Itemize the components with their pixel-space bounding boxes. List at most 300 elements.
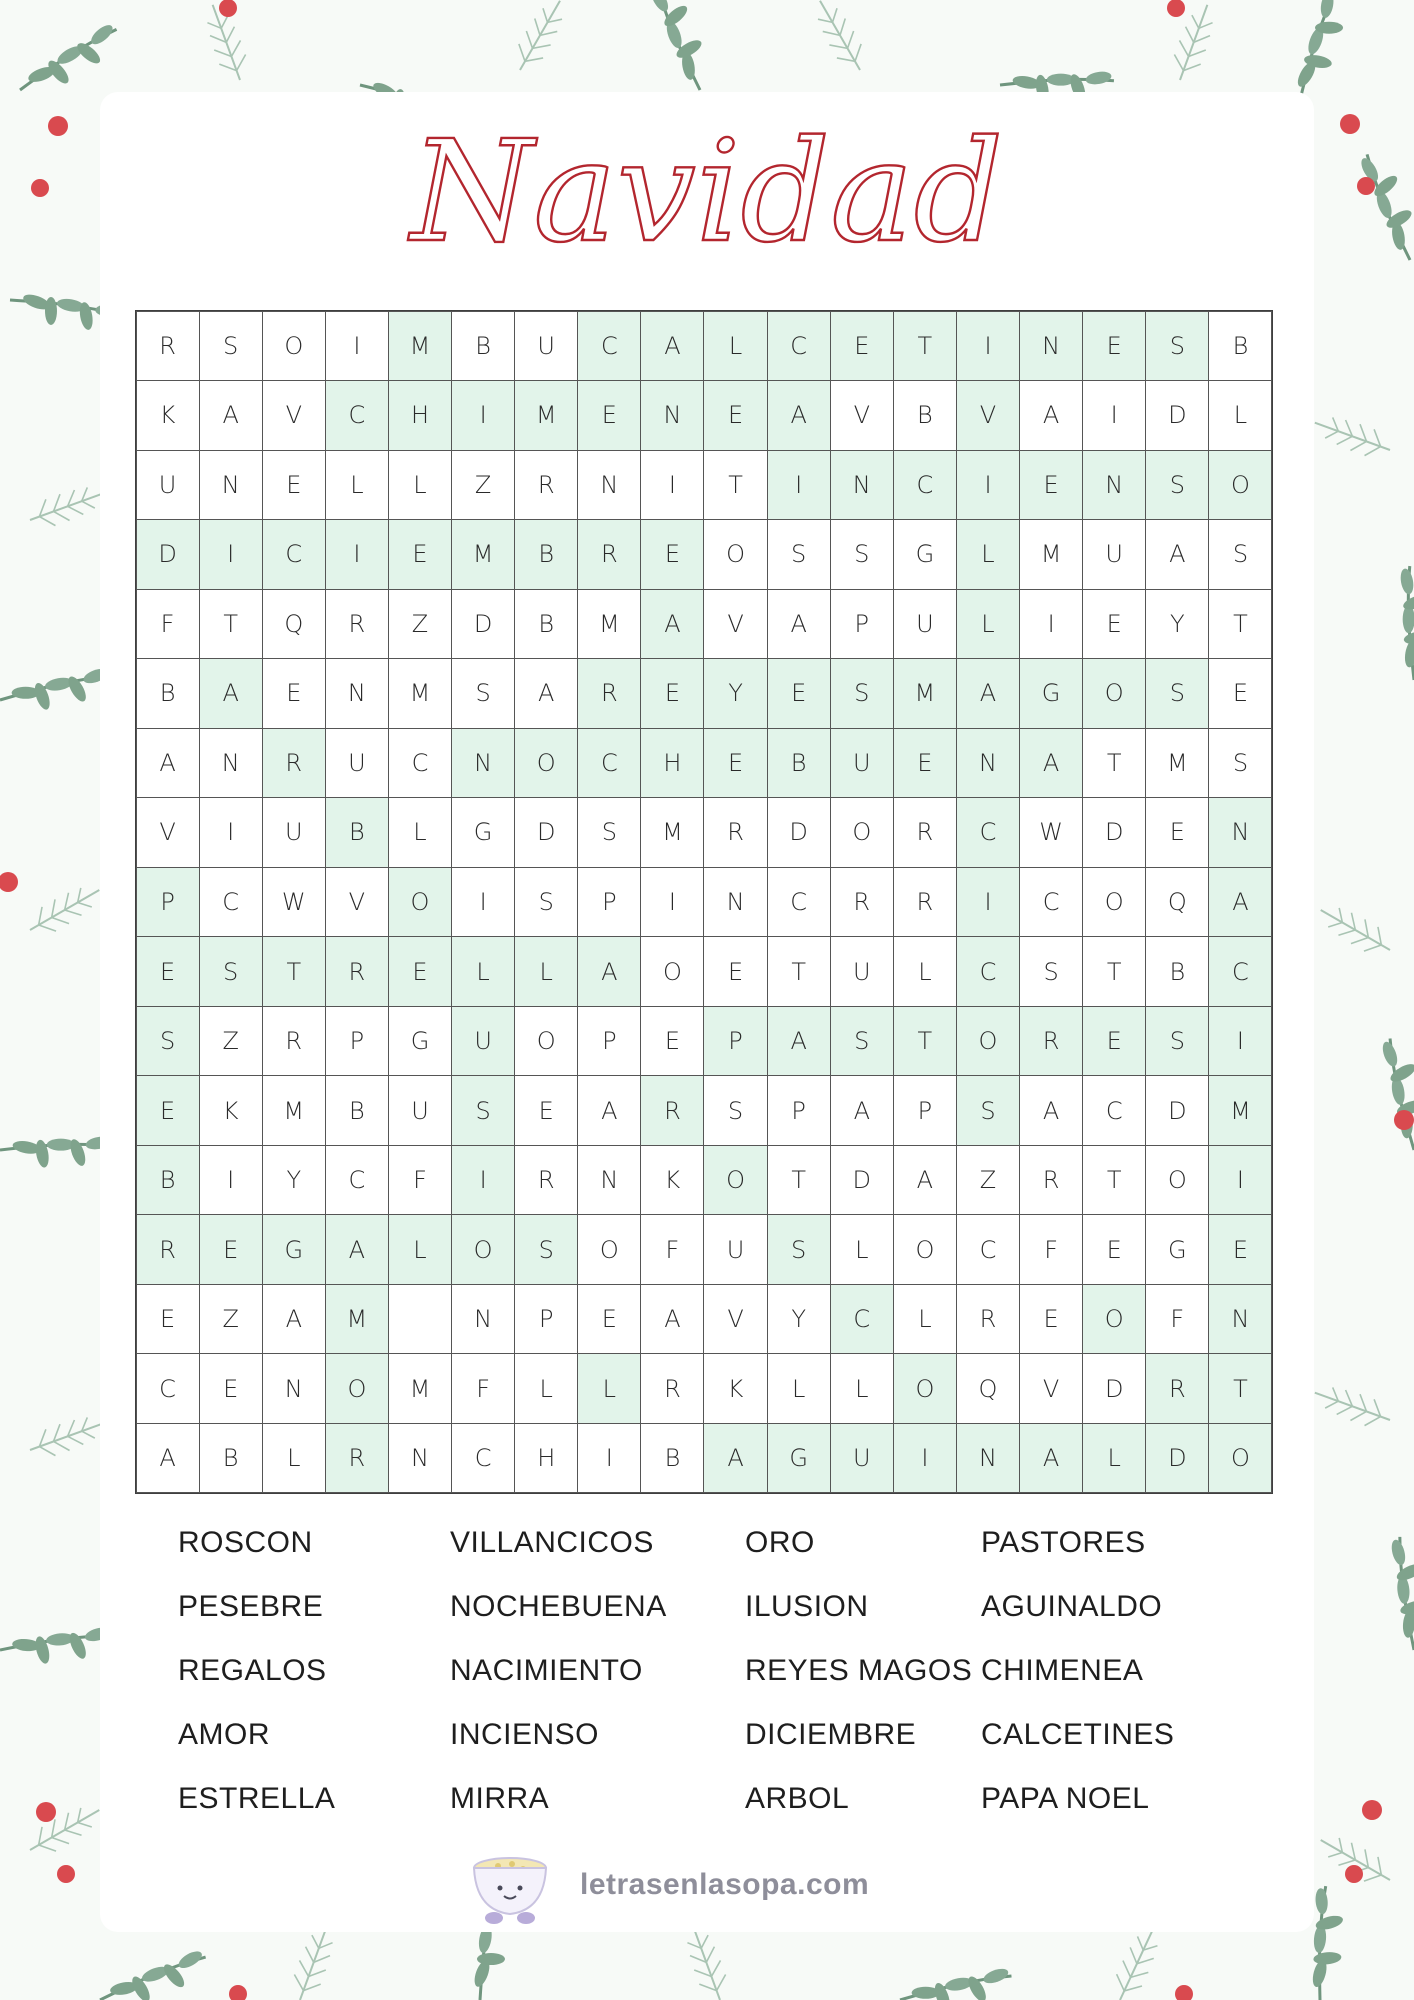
grid-cell[interactable]: B [451,311,515,382]
grid-cell[interactable]: R [262,728,326,799]
grid-cell[interactable]: C [325,1145,389,1216]
grid-cell[interactable]: C [199,867,263,938]
grid-cell[interactable]: U [325,728,389,799]
grid-cell[interactable]: S [830,1006,894,1077]
grid-cell[interactable]: O [1208,1423,1272,1494]
grid-cell[interactable]: A [1208,867,1272,938]
grid-cell[interactable]: R [830,867,894,938]
grid-cell[interactable]: D [830,1145,894,1216]
grid-cell[interactable]: U [136,450,200,521]
grid-cell[interactable]: S [1208,728,1272,799]
grid-cell[interactable]: D [1145,380,1209,451]
grid-cell[interactable]: A [325,1214,389,1285]
grid-cell[interactable]: E [640,1006,704,1077]
grid-cell[interactable]: E [262,450,326,521]
grid-cell[interactable]: S [1145,658,1209,729]
grid-cell[interactable]: O [830,797,894,868]
grid-cell[interactable]: Z [199,1284,263,1355]
grid-cell[interactable]: L [388,1214,452,1285]
grid-cell[interactable]: I [199,1145,263,1216]
grid-cell[interactable]: D [514,797,578,868]
grid-cell[interactable]: C [1019,867,1083,938]
grid-cell[interactable]: I [1082,380,1146,451]
grid-cell[interactable]: D [1082,1353,1146,1424]
grid-cell[interactable]: F [1019,1214,1083,1285]
grid-cell[interactable]: O [262,311,326,382]
grid-cell[interactable]: E [262,658,326,729]
grid-cell[interactable]: O [1082,658,1146,729]
grid-cell[interactable]: O [325,1353,389,1424]
grid-cell[interactable]: S [956,1075,1020,1146]
grid-cell[interactable]: F [640,1214,704,1285]
grid-cell[interactable]: M [640,797,704,868]
grid-cell[interactable]: A [1145,519,1209,590]
grid-cell[interactable]: A [640,589,704,660]
grid-cell[interactable]: O [703,519,767,590]
grid-cell[interactable]: O [451,1214,515,1285]
grid-cell[interactable]: C [767,867,831,938]
grid-cell[interactable]: C [136,1353,200,1424]
grid-cell[interactable]: K [136,380,200,451]
grid-cell[interactable]: G [262,1214,326,1285]
grid-cell[interactable]: D [1145,1075,1209,1146]
grid-cell[interactable]: P [703,1006,767,1077]
grid-cell[interactable]: R [136,311,200,382]
grid-cell[interactable]: U [703,1214,767,1285]
grid-cell[interactable]: G [388,1006,452,1077]
grid-cell[interactable]: S [830,519,894,590]
grid-cell[interactable]: I [956,867,1020,938]
grid-cell[interactable]: T [1208,1353,1272,1424]
grid-cell[interactable]: S [767,519,831,590]
grid-cell[interactable]: M [1019,519,1083,590]
grid-cell[interactable]: T [703,450,767,521]
grid-cell[interactable]: R [514,450,578,521]
grid-cell[interactable]: N [640,380,704,451]
grid-cell[interactable]: F [1145,1284,1209,1355]
grid-cell[interactable]: S [1145,450,1209,521]
grid-cell[interactable]: N [577,450,641,521]
grid-cell[interactable]: P [830,589,894,660]
grid-cell[interactable]: K [199,1075,263,1146]
grid-cell[interactable]: N [1208,1284,1272,1355]
grid-cell[interactable]: P [136,867,200,938]
grid-cell[interactable]: T [893,1006,957,1077]
grid-cell[interactable]: O [1145,1145,1209,1216]
grid-cell[interactable]: S [703,1075,767,1146]
grid-cell[interactable]: V [830,380,894,451]
grid-cell[interactable]: O [893,1353,957,1424]
grid-cell[interactable]: N [703,867,767,938]
grid-cell[interactable]: L [388,797,452,868]
grid-cell[interactable]: S [451,658,515,729]
grid-cell[interactable]: L [451,936,515,1007]
grid-cell[interactable]: C [577,311,641,382]
grid-cell[interactable]: L [703,311,767,382]
grid-cell[interactable]: E [1019,450,1083,521]
grid-cell[interactable]: Q [956,1353,1020,1424]
grid-cell[interactable]: U [893,589,957,660]
grid-cell[interactable]: N [577,1145,641,1216]
grid-cell[interactable]: U [262,797,326,868]
grid-cell[interactable]: O [1082,1284,1146,1355]
grid-cell[interactable]: A [199,380,263,451]
grid-cell[interactable]: G [451,797,515,868]
grid-cell[interactable]: I [640,450,704,521]
grid-cell[interactable]: A [262,1284,326,1355]
grid-cell[interactable]: C [262,519,326,590]
grid-cell[interactable]: N [325,658,389,729]
grid-cell[interactable]: N [388,1423,452,1494]
grid-cell[interactable]: C [1208,936,1272,1007]
grid-cell[interactable]: T [262,936,326,1007]
grid-cell[interactable]: M [388,658,452,729]
grid-cell[interactable]: C [956,797,1020,868]
grid-cell[interactable]: L [262,1423,326,1494]
grid-cell[interactable]: U [388,1075,452,1146]
grid-cell[interactable]: C [956,936,1020,1007]
grid-cell[interactable]: O [514,1006,578,1077]
grid-cell[interactable]: A [1019,728,1083,799]
grid-cell[interactable]: L [325,450,389,521]
grid-cell[interactable]: N [956,1423,1020,1494]
grid-cell[interactable]: C [325,380,389,451]
grid-cell[interactable]: T [767,1145,831,1216]
grid-cell[interactable]: L [956,519,1020,590]
grid-cell[interactable]: E [514,1075,578,1146]
grid-cell[interactable]: C [956,1214,1020,1285]
grid-cell[interactable]: E [1208,658,1272,729]
grid-cell[interactable]: E [577,1284,641,1355]
grid-cell[interactable]: U [514,311,578,382]
grid-cell[interactable]: L [1208,380,1272,451]
grid-cell[interactable]: S [451,1075,515,1146]
grid-cell[interactable]: I [767,450,831,521]
grid-cell[interactable]: B [514,589,578,660]
grid-cell[interactable]: N [1019,311,1083,382]
grid-cell[interactable]: E [199,1353,263,1424]
grid-cell[interactable]: E [1082,1006,1146,1077]
grid-cell[interactable]: M [1145,728,1209,799]
grid-cell[interactable]: U [451,1006,515,1077]
grid-cell[interactable]: L [893,936,957,1007]
grid-cell[interactable]: E [893,728,957,799]
grid-cell[interactable]: L [388,450,452,521]
grid-cell[interactable]: H [640,728,704,799]
grid-cell[interactable]: D [451,589,515,660]
grid-cell[interactable]: A [640,1284,704,1355]
grid-cell[interactable]: E [767,658,831,729]
grid-cell[interactable]: E [640,519,704,590]
grid-cell[interactable]: R [325,1423,389,1494]
grid-cell[interactable]: E [136,1284,200,1355]
grid-cell[interactable]: D [136,519,200,590]
grid-cell[interactable]: M [325,1284,389,1355]
grid-cell[interactable]: L [956,589,1020,660]
grid-cell[interactable]: V [1019,1353,1083,1424]
grid-cell[interactable]: E [388,936,452,1007]
grid-cell[interactable]: O [956,1006,1020,1077]
grid-cell[interactable]: D [1145,1423,1209,1494]
grid-cell[interactable]: M [388,1353,452,1424]
grid-cell[interactable]: Z [956,1145,1020,1216]
grid-cell[interactable]: C [577,728,641,799]
grid-cell[interactable]: I [577,1423,641,1494]
grid-cell[interactable]: N [1082,450,1146,521]
grid-cell[interactable]: E [830,311,894,382]
grid-cell[interactable]: Y [703,658,767,729]
grid-cell[interactable]: C [388,728,452,799]
grid-cell[interactable]: E [1019,1284,1083,1355]
grid-cell[interactable]: B [325,797,389,868]
grid-cell[interactable]: A [199,658,263,729]
grid-cell[interactable]: U [1082,519,1146,590]
grid-cell[interactable]: A [577,1075,641,1146]
grid-cell[interactable]: B [767,728,831,799]
grid-cell[interactable]: A [830,1075,894,1146]
grid-cell[interactable]: I [893,1423,957,1494]
grid-cell[interactable]: P [577,1006,641,1077]
grid-cell[interactable]: R [1019,1145,1083,1216]
grid-cell[interactable]: A [703,1423,767,1494]
grid-cell[interactable]: T [1082,1145,1146,1216]
grid-cell[interactable]: A [767,589,831,660]
grid-cell[interactable]: G [893,519,957,590]
grid-cell[interactable]: V [325,867,389,938]
grid-cell[interactable]: A [514,658,578,729]
grid-cell[interactable]: N [830,450,894,521]
grid-cell[interactable]: P [325,1006,389,1077]
grid-cell[interactable]: O [1082,867,1146,938]
grid-cell[interactable]: E [136,1075,200,1146]
grid-cell[interactable]: N [262,1353,326,1424]
grid-cell[interactable]: V [703,589,767,660]
grid-cell[interactable]: Q [262,589,326,660]
grid-cell[interactable]: U [830,1423,894,1494]
grid-cell[interactable]: B [893,380,957,451]
grid-cell[interactable]: R [640,1353,704,1424]
grid-cell[interactable]: T [1208,589,1272,660]
grid-cell[interactable]: P [577,867,641,938]
grid-cell[interactable]: V [136,797,200,868]
grid-cell[interactable]: A [1019,1075,1083,1146]
grid-cell[interactable]: B [325,1075,389,1146]
grid-cell[interactable]: T [1082,936,1146,1007]
grid-cell[interactable]: N [199,728,263,799]
grid-cell[interactable]: R [640,1075,704,1146]
grid-cell[interactable]: M [893,658,957,729]
grid-cell[interactable]: L [893,1284,957,1355]
grid-cell[interactable]: R [577,519,641,590]
grid-cell[interactable]: B [1145,936,1209,1007]
grid-cell[interactable]: D [767,797,831,868]
grid-cell[interactable]: M [262,1075,326,1146]
grid-cell[interactable]: O [388,867,452,938]
grid-cell[interactable]: F [388,1145,452,1216]
grid-cell[interactable]: E [640,658,704,729]
grid-cell[interactable]: B [136,658,200,729]
grid-cell[interactable]: F [136,589,200,660]
grid-cell[interactable]: I [1208,1006,1272,1077]
grid-cell[interactable]: T [893,311,957,382]
grid-cell[interactable]: N [1208,797,1272,868]
grid-cell[interactable]: C [830,1284,894,1355]
grid-cell[interactable]: B [1208,311,1272,382]
grid-cell[interactable]: E [1208,1214,1272,1285]
grid-cell[interactable]: E [577,380,641,451]
grid-cell[interactable]: M [514,380,578,451]
grid-cell[interactable]: R [325,936,389,1007]
grid-cell[interactable]: R [956,1284,1020,1355]
grid-cell[interactable]: N [199,450,263,521]
grid-cell[interactable]: R [893,867,957,938]
grid-cell[interactable]: Y [262,1145,326,1216]
grid-cell[interactable]: R [262,1006,326,1077]
grid-cell[interactable]: T [767,936,831,1007]
grid-cell[interactable]: A [640,311,704,382]
grid-cell[interactable]: P [767,1075,831,1146]
grid-cell[interactable]: B [514,519,578,590]
grid-cell[interactable]: G [1019,658,1083,729]
grid-cell[interactable]: L [514,936,578,1007]
grid-cell[interactable]: I [325,519,389,590]
grid-cell[interactable]: R [514,1145,578,1216]
grid-cell[interactable]: S [1145,1006,1209,1077]
grid-cell[interactable]: I [1019,589,1083,660]
grid-cell[interactable]: I [199,519,263,590]
grid-cell[interactable]: S [1145,311,1209,382]
grid-cell[interactable]: M [451,519,515,590]
grid-cell[interactable]: O [514,728,578,799]
grid-cell[interactable]: L [1082,1423,1146,1494]
grid-cell[interactable]: N [956,728,1020,799]
grid-cell[interactable]: A [1019,1423,1083,1494]
grid-cell[interactable]: S [514,1214,578,1285]
grid-cell[interactable]: R [1145,1353,1209,1424]
grid-cell[interactable]: R [1019,1006,1083,1077]
grid-cell[interactable]: O [577,1214,641,1285]
grid-cell[interactable]: B [640,1423,704,1494]
grid-cell[interactable]: U [830,728,894,799]
grid-cell[interactable]: A [1019,380,1083,451]
grid-cell[interactable]: K [640,1145,704,1216]
grid-cell[interactable]: A [136,1423,200,1494]
grid-cell[interactable]: I [956,450,1020,521]
grid-cell[interactable]: Q [1145,867,1209,938]
grid-cell[interactable]: N [451,1284,515,1355]
grid-cell[interactable]: E [1082,311,1146,382]
grid-cell[interactable]: C [893,450,957,521]
grid-cell[interactable]: S [136,1006,200,1077]
grid-cell[interactable]: G [767,1423,831,1494]
grid-cell[interactable]: A [893,1145,957,1216]
grid-cell[interactable]: L [514,1353,578,1424]
grid-cell[interactable]: S [1208,519,1272,590]
grid-cell[interactable]: I [451,380,515,451]
grid-cell[interactable]: Y [1145,589,1209,660]
grid-cell[interactable]: S [199,936,263,1007]
grid-cell[interactable]: S [1019,936,1083,1007]
grid-cell[interactable]: M [388,311,452,382]
grid-cell[interactable]: Z [388,589,452,660]
grid-cell[interactable]: C [451,1423,515,1494]
grid-cell[interactable]: M [1208,1075,1272,1146]
grid-cell[interactable]: Z [451,450,515,521]
grid-cell[interactable]: G [1145,1214,1209,1285]
grid-cell[interactable]: S [830,658,894,729]
grid-cell[interactable]: V [262,380,326,451]
grid-cell[interactable]: Z [199,1006,263,1077]
grid-cell[interactable]: P [514,1284,578,1355]
grid-cell[interactable]: R [577,658,641,729]
grid-cell[interactable]: E [388,519,452,590]
grid-cell[interactable]: T [1082,728,1146,799]
grid-cell[interactable]: W [1019,797,1083,868]
grid-cell[interactable]: E [703,936,767,1007]
grid-cell[interactable]: C [1082,1075,1146,1146]
grid-cell[interactable]: Y [767,1284,831,1355]
grid-cell[interactable]: I [199,797,263,868]
grid-cell[interactable]: V [703,1284,767,1355]
grid-cell[interactable]: B [136,1145,200,1216]
grid-cell[interactable]: O [640,936,704,1007]
grid-cell[interactable]: S [514,867,578,938]
grid-cell[interactable]: O [703,1145,767,1216]
word-search-grid[interactable] [135,310,1273,1494]
grid-cell[interactable]: C [767,311,831,382]
grid-cell[interactable]: N [451,728,515,799]
grid-cell[interactable]: R [703,797,767,868]
grid-cell[interactable]: P [893,1075,957,1146]
grid-cell[interactable] [388,1284,452,1355]
grid-cell[interactable]: O [893,1214,957,1285]
grid-cell[interactable]: A [577,936,641,1007]
grid-cell[interactable]: K [703,1353,767,1424]
grid-cell[interactable]: T [199,589,263,660]
grid-cell[interactable]: A [767,380,831,451]
grid-cell[interactable]: O [1208,450,1272,521]
grid-cell[interactable]: L [830,1214,894,1285]
grid-cell[interactable]: E [136,936,200,1007]
grid-cell[interactable]: H [388,380,452,451]
grid-cell[interactable]: S [767,1214,831,1285]
grid-cell[interactable]: E [199,1214,263,1285]
grid-cell[interactable]: L [767,1353,831,1424]
grid-cell[interactable]: L [830,1353,894,1424]
grid-cell[interactable]: S [577,797,641,868]
grid-cell[interactable]: R [136,1214,200,1285]
grid-cell[interactable]: E [1082,589,1146,660]
grid-cell[interactable]: V [956,380,1020,451]
grid-cell[interactable]: U [830,936,894,1007]
grid-cell[interactable]: A [767,1006,831,1077]
grid-cell[interactable]: R [325,589,389,660]
grid-cell[interactable]: D [1082,797,1146,868]
grid-cell[interactable]: B [199,1423,263,1494]
grid-cell[interactable]: S [199,311,263,382]
grid-cell[interactable]: L [577,1353,641,1424]
grid-cell[interactable]: E [703,380,767,451]
grid-cell[interactable]: I [1208,1145,1272,1216]
grid-cell[interactable]: I [451,867,515,938]
grid-cell[interactable]: E [1082,1214,1146,1285]
grid-cell[interactable]: I [325,311,389,382]
grid-cell[interactable]: I [956,311,1020,382]
grid-cell[interactable]: W [262,867,326,938]
grid-cell[interactable]: A [136,728,200,799]
grid-cell[interactable]: H [514,1423,578,1494]
grid-cell[interactable]: R [893,797,957,868]
